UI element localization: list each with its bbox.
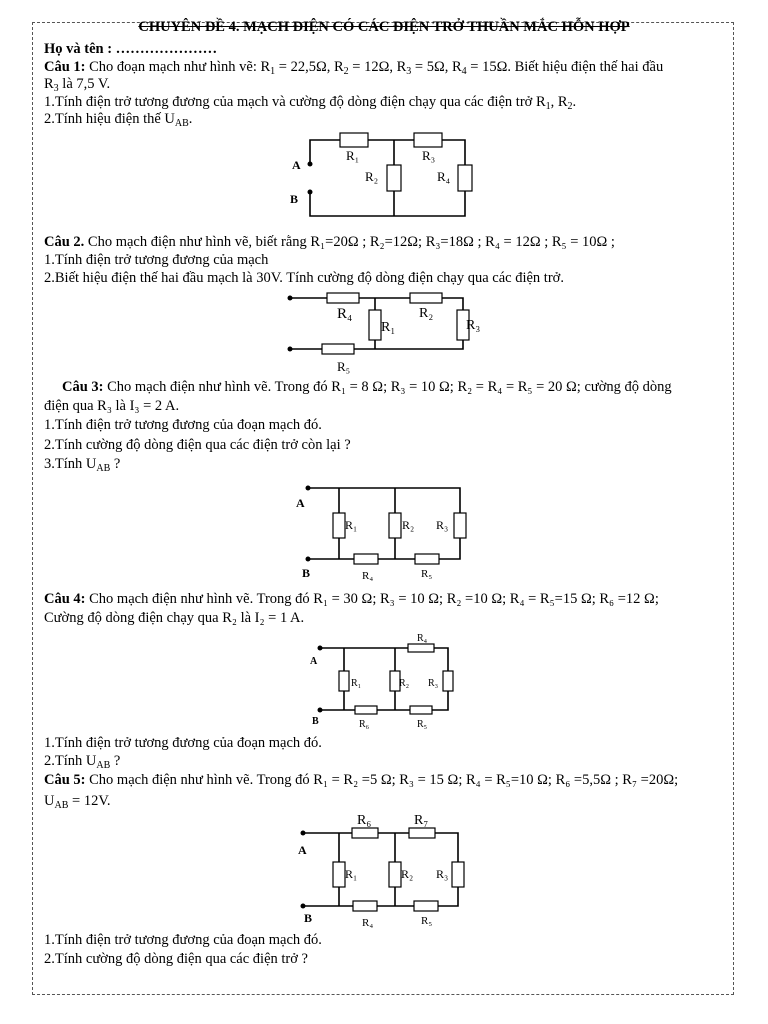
svg-text:R₇: R₇ [414,813,429,828]
resistor-r6 [352,828,378,838]
q4-task-1: 1.Tính điện trở tương đương của đoạn mạch đó. [44,735,322,751]
resistor-r4 [354,554,378,564]
q2-task-2: 2.Biết hiệu điện thế hai đầu mạch là 30V. Tính cường độ dòng điện chạy qua các điện trở. [44,270,564,286]
resistor-r4 [353,901,377,911]
resistor-r1 [333,862,345,887]
svg-text:R₃: R₃ [436,867,449,881]
q3-task-2: 2.Tính cường độ dòng điện qua các điện trở còn lại ? [44,437,351,453]
resistor-r2 [410,293,442,303]
svg-text:R₄: R₄ [337,306,353,322]
q2-statement: Câu 2. Cho mạch điện như hình vẽ, biết rằng R₁=20Ω ; R₂=12Ω; R₃=18Ω ; R₄ = 12Ω ; R₅ = 10Ω ; [44,234,615,250]
resistor-r3 [443,671,453,691]
circuit-diagram-2 [285,290,485,375]
resistor-r3 [414,133,442,147]
q5-task-1: 1.Tính điện trở tương đương của đoạn mạch đó. [44,932,322,948]
svg-text:R₁: R₁ [345,867,358,881]
svg-text:R₃: R₃ [428,678,439,689]
svg-text:R₁: R₁ [351,678,362,689]
resistor-r4 [327,293,359,303]
q3-statement-cont: điện qua R₃ là I₃ = 2 A. [44,398,180,414]
svg-text:A: A [310,656,318,667]
svg-text:B: B [304,911,313,925]
svg-text:R₁: R₁ [381,320,396,335]
svg-text:A: A [296,496,305,510]
svg-text:R₄: R₄ [362,917,374,929]
circuit-diagram-4 [300,628,470,733]
resistor-r1 [369,310,381,340]
resistor-r5 [410,706,432,714]
svg-text:R₅: R₅ [421,915,433,927]
svg-text:R₃: R₃ [466,318,481,333]
resistor-r2 [389,862,401,887]
resistor-r1 [339,671,349,691]
q4-task-2: 2.Tính $U_{AB}$ ? [44,753,121,771]
svg-text:A: A [292,158,301,172]
q2-task-1: 1.Tính điện trở tương đương của mạch [44,252,269,268]
q1-statement: Câu 1: Cho đoạn mạch như hình vẽ: $R_1 = 22,5\Omega$, $R_2 = 12\Omega$, $R_3 = 5\Omega$, $R_4 = 15\Omega$. Biết hiệu điện thế hai đầu [44,59,664,77]
resistor-r5 [322,344,354,354]
page-title: CHUYÊN ĐỀ 4. MẠCH ĐIỆN CÓ CÁC ĐIỆN TRỞ THUẦN MẮC HỖN HỢP [138,19,630,35]
circuit-diagram-1 [280,128,480,228]
resistor-r5 [414,901,438,911]
svg-text:R₂: R₂ [399,678,410,689]
resistor-r5 [415,554,439,564]
q5-task-2: 2.Tính cường độ dòng điện qua các điện trở ? [44,951,308,967]
svg-text:R₂: R₂ [365,169,379,184]
resistor-r1 [333,513,345,538]
svg-text:B: B [302,566,311,580]
resistor-r7 [409,828,435,838]
resistor-r1 [340,133,368,147]
svg-text:R₄: R₄ [417,633,428,644]
q3-task-3: 3.Tính $U_{AB}$ ? [44,456,121,474]
svg-text:A: A [298,843,307,857]
resistor-r6 [355,706,377,714]
q3-task-1: 1.Tính điện trở tương đương của đoạn mạch đó. [44,417,322,433]
svg-text:R₁: R₁ [345,518,358,532]
q1-task-2: 2.Tính hiệu điện thế $U_{AB}$. [44,111,193,129]
svg-text:R₂: R₂ [401,867,414,881]
svg-text:R₅: R₅ [421,568,433,580]
resistor-r2 [389,513,401,538]
svg-text:R₂: R₂ [402,518,415,532]
svg-text:R₄: R₄ [437,169,451,184]
svg-text:R₄: R₄ [362,570,374,582]
q3-statement: Câu 3: Cho mạch điện như hình vẽ. Trong đó R₁ = 8 Ω; R₃ = 10 Ω; R₂ = R₄ = R₅ = 20 Ω; cường độ dòng [62,379,672,395]
resistor-r3 [454,513,466,538]
svg-text:R₃: R₃ [436,518,449,532]
svg-text:B: B [312,716,319,727]
resistor-r2 [387,165,401,191]
svg-text:B: B [290,192,299,206]
q4-statement: Câu 4: Cho mạch điện như hình vẽ. Trong đó R₁ = 30 Ω; R₃ = 10 Ω; R₂ =10 Ω; R₄ = R₅=15 Ω; R₆ =12 Ω; [44,591,659,607]
q4-statement-cont: Cường độ dòng điện chạy qua R₂ là I₂ = 1 A. [44,610,305,626]
svg-text:R₅: R₅ [417,719,428,730]
name-field-label: Họ và tên : ………………… [44,41,218,57]
q1-statement-cont: $R_3$ là 7,5 V. [44,76,111,94]
svg-text:R₃: R₃ [422,148,436,163]
circuit-diagram-5 [290,810,480,930]
svg-text:R₆: R₆ [359,719,370,730]
resistor-r4 [408,644,434,652]
svg-text:R₂: R₂ [419,306,434,321]
q5-statement: Câu 5: Cho mạch điện như hình vẽ. Trong đó R₁ = R₂ =5 Ω; R₃ = 15 Ω; R₄ = R₅=10 Ω; R₆ =5,5Ω ; R₇ =20Ω; [44,772,679,788]
q1-task-1: 1.Tính điện trở tương đương của mạch và cường độ dòng điện chạy qua các điện trở $R_1$, $R_2$. [44,94,577,112]
resistor-r4 [458,165,472,191]
q5-statement-cont: $U_{AB} = 12V$. [44,793,111,811]
svg-text:R₁: R₁ [346,148,360,163]
svg-text:R₆: R₆ [357,813,372,828]
resistor-r3 [452,862,464,887]
svg-text:R₅: R₅ [337,359,351,374]
circuit-diagram-3 [290,478,480,588]
